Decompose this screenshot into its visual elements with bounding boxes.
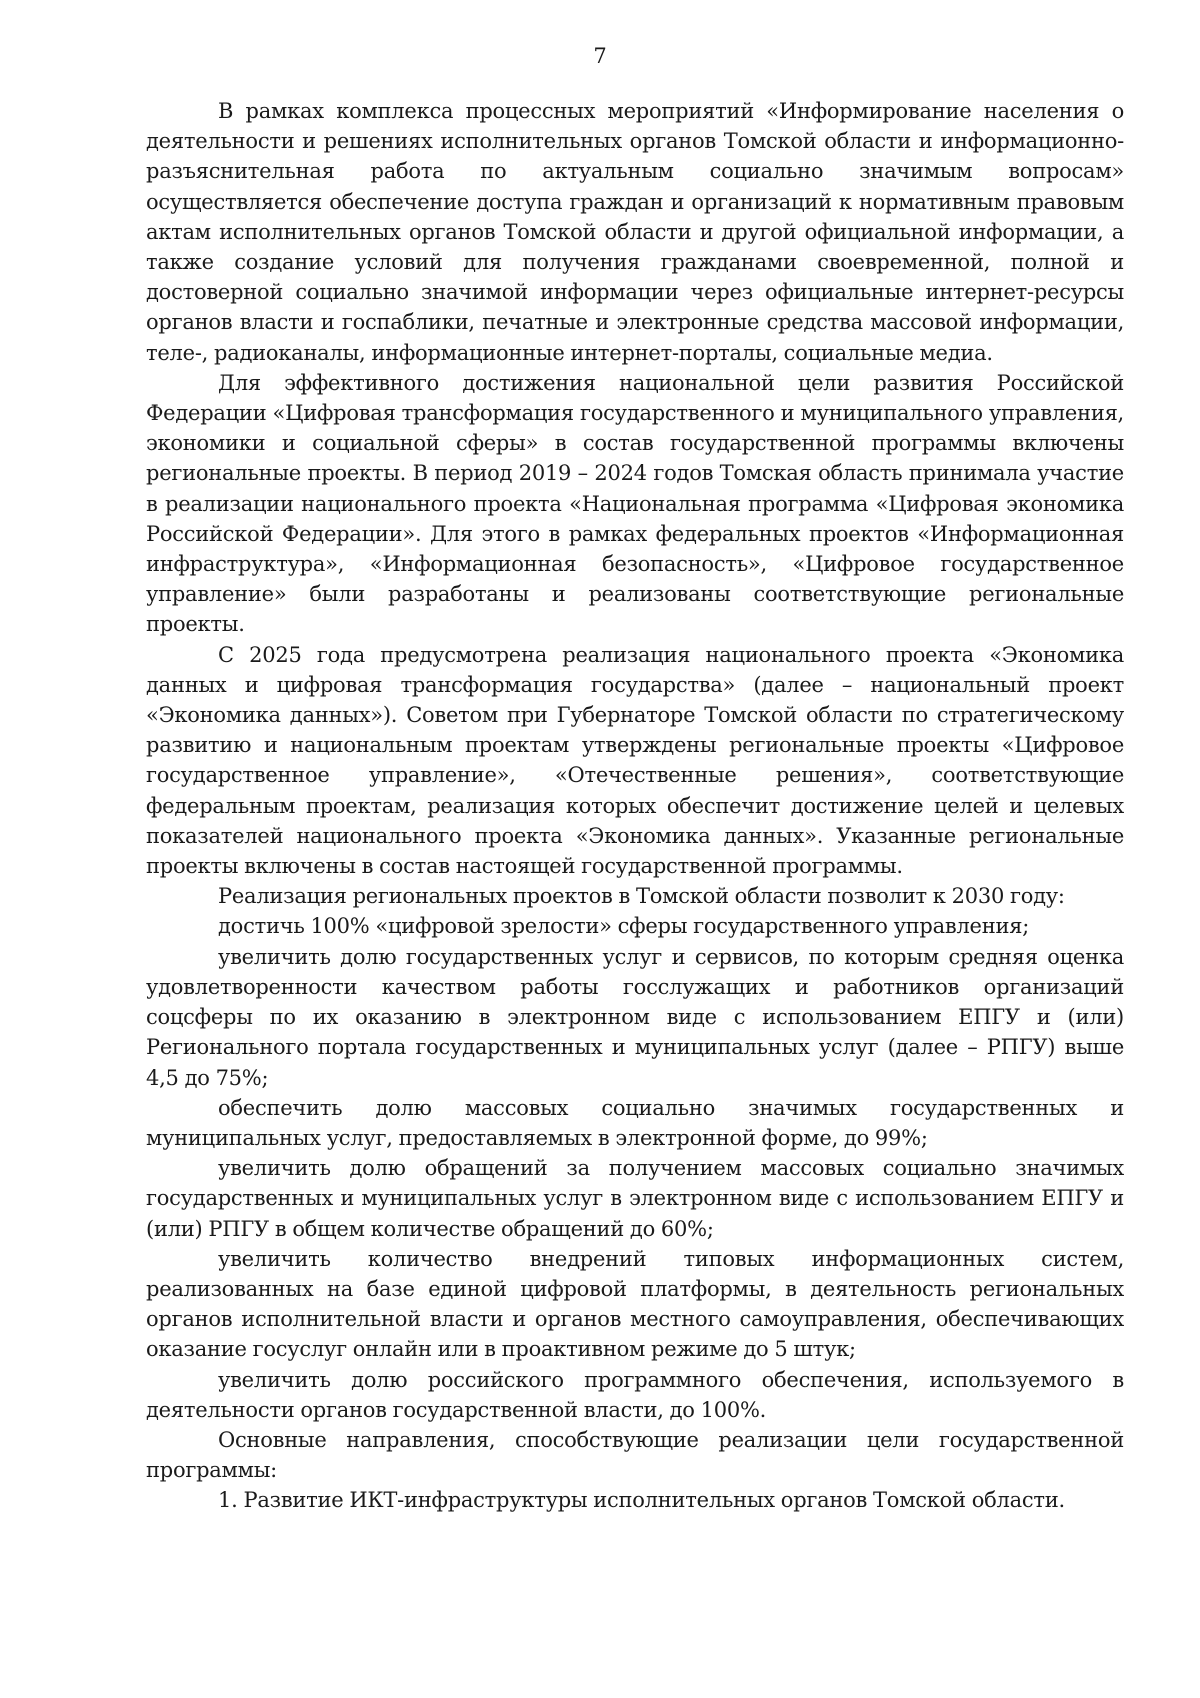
list-item-electronic-services-share: обеспечить долю массовых социально значимых государственных и муниципальных услуг, предоставляемых в электронной форме, до 99%;	[146, 1095, 1124, 1150]
paragraph-information-measures: В рамках комплекса процессных мероприятий «Информирование населения о деятельности и решениях исполнительных органов Томской области и информационно-разъяснительная работа по актуальным социально значимым вопросам» осуществляется обеспечение доступа граждан и организаций к нормативным правовым актам исполнительных органов Томской области и другой официальной информации, а также создание условий для получения гражданами своевременной, полной и достоверной социально значимой информации через официальные интернет-ресурсы органов власти и госпаблики, печатные и электронные средства массовой информации, теле-, радиоканалы, информационные интернет-порталы, социальные медиа.	[146, 99, 1124, 365]
paragraph-main-directions: Основные направления, способствующие реализации цели государственной программы:	[146, 1427, 1124, 1483]
direction-item-ict-infrastructure: 1. Развитие ИКТ-инфраструктуры исполнительных органов Томской области.	[218, 1488, 1065, 1513]
list-item-typical-systems-count: увеличить количество внедрений типовых информационных систем, реализованных на базе единой цифровой платформы, в деятельность региональных органов исполнительной власти и органов местного самоуправления, обеспечивающих оказание госуслуг онлайн или в проактивном режиме до 5 штук;	[146, 1246, 1124, 1362]
list-item-electronic-requests-share: увеличить долю обращений за получением массовых социально значимых государственных и муниципальных услуг в электронном виде с использованием ЕПГУ и (или) РПГУ в общем количестве обращений до 60%;	[146, 1156, 1124, 1241]
document-body	[146, 96, 1124, 1516]
list-item-digital-maturity: достичь 100% «цифровой зрелости» сферы государственного управления;	[218, 914, 1030, 939]
paragraph-national-goal: Для эффективного достижения национальной цели развития Российской Федерации «Цифровая трансформация государственного и муниципального управления, экономики и социальной сферы» в состав государственной программы включены региональные проекты. В период 2019 – 2024 годов Томская область принимала участие в реализации национального проекта «Национальная программа «Цифровая экономика Российской Федерации». Для этого в рамках федеральных проектов «Информационная инфраструктура», «Информационная безопасность», «Цифровое государственное управление» были разработаны и реализованы соответствующие региональные проекты.	[146, 370, 1124, 637]
list-item-russian-software-share: увеличить долю российского программного обеспечения, используемого в деятельности органов государственной власти, до 100%.	[146, 1367, 1124, 1422]
list-item-satisfaction-share: увеличить долю государственных услуг и сервисов, по которым средняя оценка удовлетворенности качеством работы госслужащих и работников организаций соцсферы по их оказанию в электронном виде с использованием ЕПГУ и (или) Регионального портала государственных и муниципальных услуг (далее – РПГУ) выше 4,5 до 75%;	[146, 944, 1124, 1090]
paragraph-results-intro: Реализация региональных проектов в Томской области позволит к 2030 году:	[218, 884, 1065, 909]
paragraph-data-economy-project: С 2025 года предусмотрена реализация национального проекта «Экономика данных и цифровая трансформация государства» (далее – национальный проект «Экономика данных»). Советом при Губернаторе Томской области по стратегическому развитию и национальным проектам утверждены региональные проекты «Цифровое государственное управление», «Отечественные решения», соответствующие федеральным проектам, реализация которых обеспечит достижение целей и целевых показателей национального проекта «Экономика данных». Указанные региональные проекты включены в состав настоящей государственной программы.	[146, 642, 1124, 879]
page-number: 7	[593, 44, 607, 68]
